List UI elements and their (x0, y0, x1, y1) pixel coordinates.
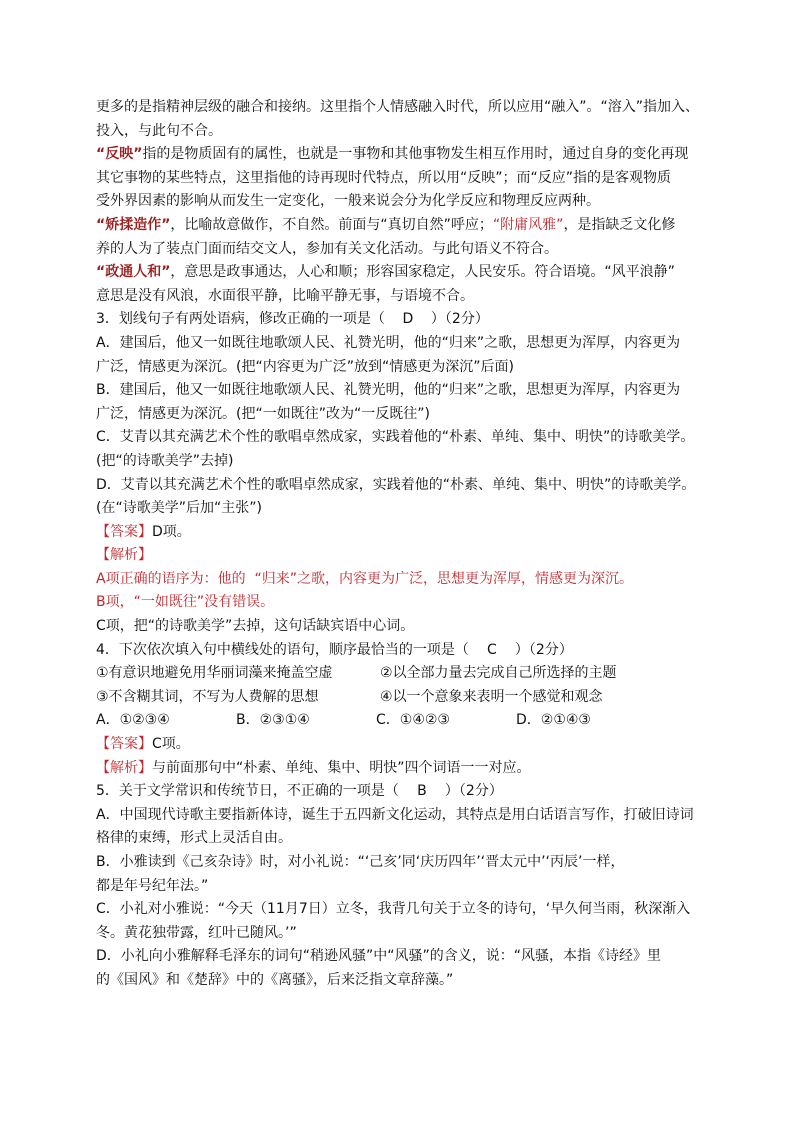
text-line (96, 261, 716, 285)
option-a: A．①②③④ (96, 712, 170, 729)
option-a-line: A．中国现代诗歌主要指新体诗，诞生于五四新文化运动，其特点是用白话语言写作，打破旧诗词 (96, 806, 694, 823)
sentence-row (96, 686, 716, 710)
text-line (96, 214, 716, 238)
option-d-line: (在“诗歌美学”后加“主张”) (96, 500, 262, 517)
sentence-item: ①有意识地避免用华丽词藻来掩盖空虚 (96, 665, 333, 682)
option-c: C．①④②③ (376, 712, 450, 729)
explanation-line: B项，“一如既往”没有错误。 (96, 594, 275, 611)
text-line: 养的人为了装点门面而结交文人，参加有关文化活动。与此句语义不符合。 (96, 240, 558, 257)
option-d-line: 的《国风》和《楚辞》中的《离骚》，后来泛指文章辞藻。” (96, 971, 454, 988)
text-line: 投入，与此句不合。 (96, 122, 222, 139)
answer-text: C项。 (152, 736, 190, 753)
option-b: B．②③①④ (236, 712, 310, 729)
sentence-item: ③不含糊其词，不写为人费解的思想 (96, 688, 319, 705)
text-line: 其它事物的某些特点，这里指他的诗再现时代特点，所以用“反映”；而“反应”指的是客观物质 (96, 169, 672, 186)
answer-tag: 【答案】 (96, 736, 152, 753)
answer-letter: D (402, 311, 414, 328)
sentence-row (96, 662, 716, 686)
term-highlight: “政通人和” (96, 264, 171, 281)
question-5-stem: 5．关于文学常识和传统节日，不正确的一项是（ B ）（2分） (96, 780, 716, 804)
text-line: 意思是没有风浪，水面很平静，比喻平静无事，与语境不合。 (96, 287, 474, 304)
text-line: 更多的是指精神层级的融合和接纳。这里指个人情感融入时代，所以应用“融入”。“溶入”指加入、 (96, 99, 700, 115)
option-d: D．②①④③ (516, 712, 591, 729)
analysis-line (96, 757, 716, 781)
question-4-stem: 4．下次依次填入句中横线处的语句，顺序最恰当的一项是（ C ）（2分） (96, 639, 716, 663)
option-b-line: B．建国后，他又一如既往地歌颂人民、礼赞光明，他的“归来”之歌，思想更为浑厚，内容更为 (96, 382, 681, 399)
term-highlight: “反映” (96, 146, 143, 163)
option-b-line: 都是年号纪年法。” (96, 877, 209, 894)
answer-letter: B (417, 783, 427, 800)
option-b-line: 广泛，情感更为深沉。(把“一如既往”改为“一反既往”) (96, 405, 430, 422)
text-line (96, 143, 716, 167)
sentence-item: ②以全部力量去完成自己所选择的主题 (380, 665, 617, 682)
text-span: ，是指缺乏文化修 (563, 216, 676, 233)
option-d-line: D．小礼向小雅解释毛泽东的词句“稍逊风骚”中“风骚”的含义，说：“风骚，本指《诗经》里 (96, 948, 662, 965)
option-a-line: 格律的束缚，形式上灵活自由。 (96, 830, 292, 847)
option-a-line: 广泛，情感更为深沉。(把“内容更为广泛”放到“情感更为深沉”后面) (96, 358, 514, 375)
analysis-tag: 【解析】 (96, 547, 152, 564)
analysis-tag: 【解析】 (96, 759, 152, 776)
text-line: 受外界因素的影响从而发生一定变化，一般来说会分为化学反应和物理反应两种。 (96, 193, 600, 210)
option-c-line: 冬。黄花独带露，红叶已随风。’” (96, 924, 297, 941)
text-span: 指的是物质固有的属性，也就是一事物和其他事物发生相互作用时，通过自身的变化再现 (142, 146, 689, 163)
question-3-stem: 3．划线句子有两处语病，修改正确的一项是（ D ）（2分） (96, 308, 716, 332)
option-d-line: D．艾青以其充满艺术个性的歌唱卓然成家，实践着他的“朴素、单纯、集中、明快”的诗歌美学。 (96, 476, 696, 493)
term-highlight: “矫揉造作” (96, 216, 171, 233)
option-c-line: C．艾青以其充满艺术个性的歌唱卓然成家，实践着他的“朴素、单纯、集中、明快”的诗歌美学。 (96, 429, 695, 446)
answer-letter: C (487, 641, 497, 658)
analysis-text: 与前面那句中“朴素、单纯、集中、明快”四个词语一一对应。 (152, 759, 531, 776)
explanation-line: C项，把“的诗歌美学”去掉，这句话缺宾语中心词。 (96, 618, 415, 635)
option-c-line: C．小礼对小雅说：“今天（11月7日）立冬，我背几句关于立冬的诗句，‘早久何当雨，秋深渐入 (96, 901, 691, 918)
document-page (96, 96, 716, 993)
text-span: ，比喻故意做作，不自然。前面与“真切自然”呼应； (170, 216, 493, 233)
answer-line (96, 521, 716, 545)
explanation-line: A项正确的语序为：他的 “归来”之歌，内容更为广泛，思想更为浑厚，情感更为深沉。 (96, 570, 633, 587)
option-b-line: B．小雅读到《己亥杂诗》时，对小礼说：“‘己亥’同‘庆历四年’‘晋太元中’‘丙辰’一样， (96, 854, 625, 870)
option-c-line: (把“的诗歌美学”去掉) (96, 452, 234, 469)
answer-text: D项。 (152, 523, 191, 540)
sentence-item: ④以一个意象来表明一个感觉和观念 (380, 688, 603, 705)
option-a-line: A．建国后，他又一如既往地歌颂人民、礼赞光明，他的“归来”之歌，思想更为浑厚，内容更为 (96, 334, 681, 351)
term-highlight: “附庸风雅” (492, 216, 564, 233)
text-span: ，意思是政事通达，人心和顺；形容国家稳定，人民安乐。符合语境。“风平浪静” (170, 264, 675, 281)
answer-tag: 【答案】 (96, 523, 152, 540)
answer-line (96, 733, 716, 757)
options-row (96, 709, 716, 733)
